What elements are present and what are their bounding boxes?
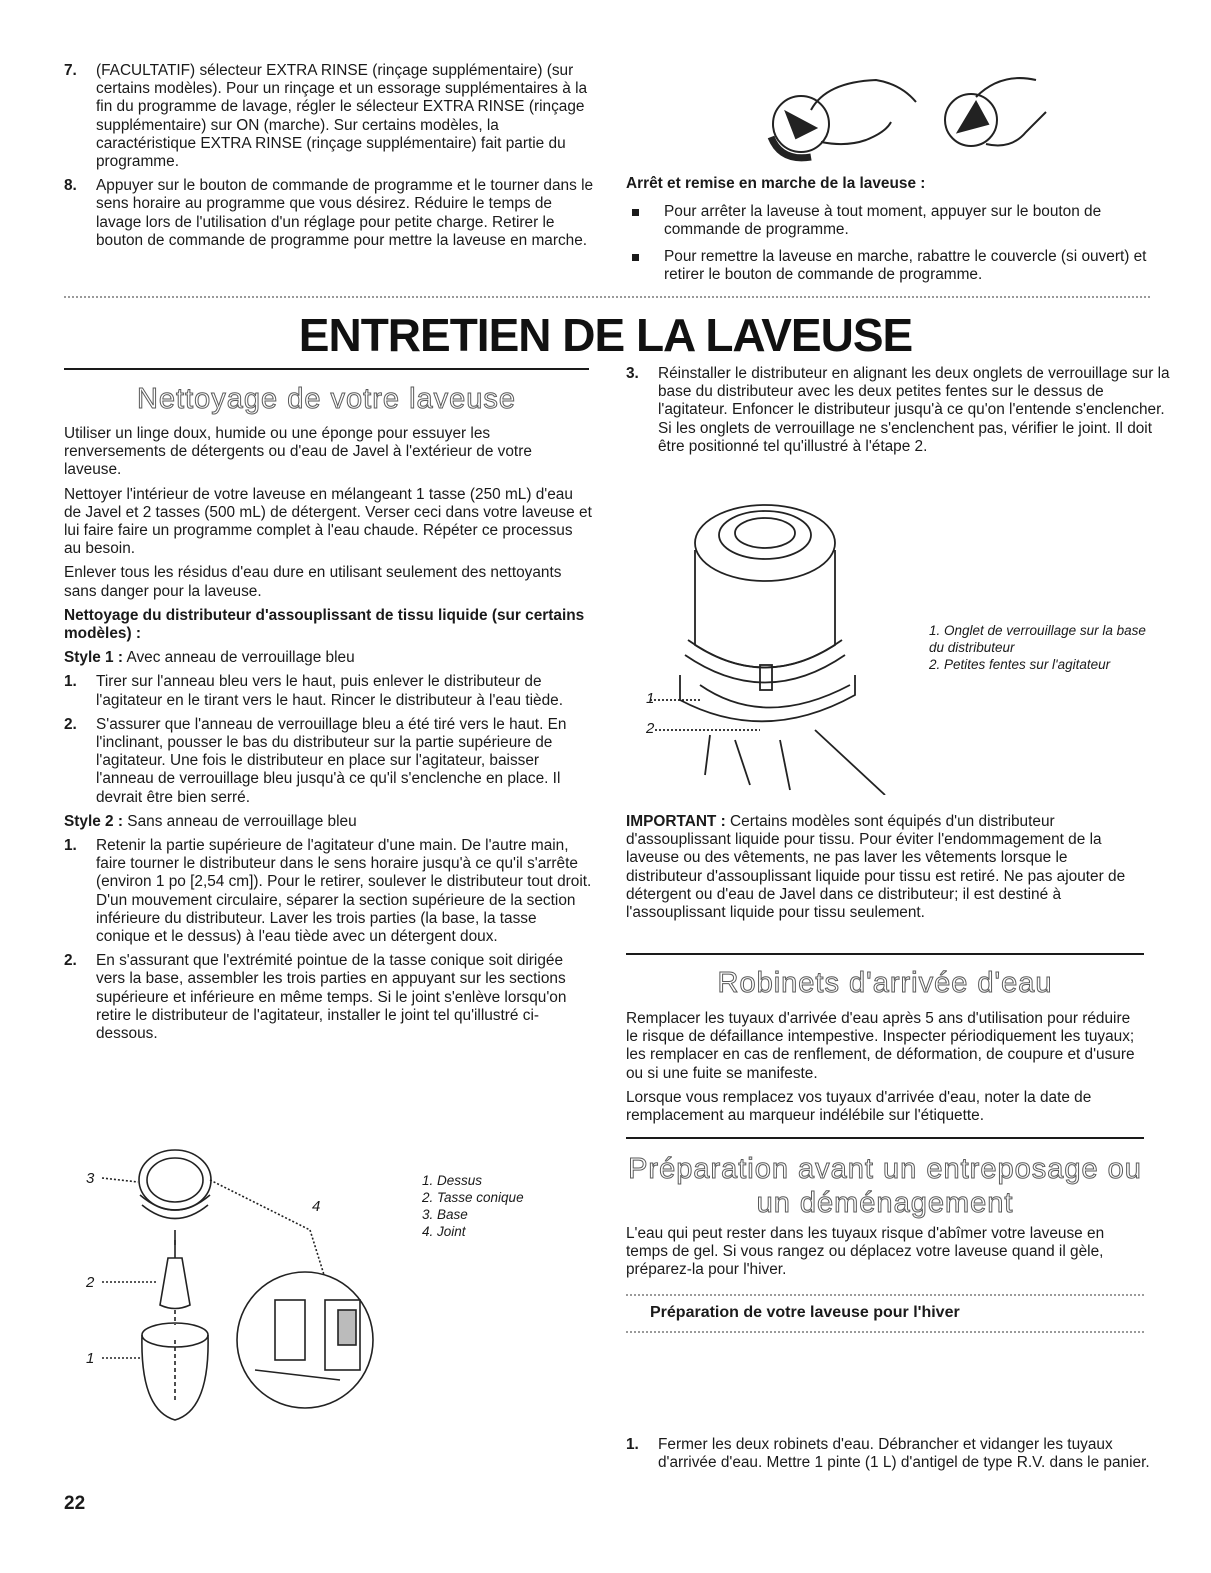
page-number: 22 (64, 1493, 86, 1514)
step-text: En s'assurant que l'extrémité pointue de la tasse conique soit dirigée vers la base, assembler les trois parties en appuyant sur les sections supérieure et inférieure en même temps. Si le joint s'enlève lorsqu'on retire le distributeur de l'agitateur, installer le joint tel qu'illustré ci-dessous. (96, 952, 567, 1043)
install-label-1: 1 (646, 690, 655, 707)
step-text: Fermer les deux robinets d'eau. Débrancher et vidanger les tuyaux d'arrivée d'eau. Mettre 1 pinte (1 L) d'antigel de type R.V. dans le panier. (658, 1436, 1150, 1472)
top-divider (64, 296, 1150, 298)
step-number: 1. (626, 1436, 639, 1454)
step-text: (FACULTATIF) sélecteur EXTRA RINSE (rinçage supplémentaire) (sur certains modèles). Pour un rinçage et un essorage supplémentaires à la fin du programme de lavage, régler le sélecteur EXTRA RINSE (rinçage supplémentaire) sur ON (marche). Sur certains modèles, la caractéristique EXTRA RINSE (rinçage supplémentaire) fait partie du programme. (96, 62, 588, 171)
hand-pull-knob (945, 78, 1046, 146)
paragraph: Lorsque vous remplacez vos tuyaux d'arrivée d'eau, noter la date de remplacement au marqueur indélébile sur l'étiquette. (626, 1088, 1092, 1125)
install-label-2: 2 (646, 720, 655, 737)
page-title: ENTRETIEN DE LA LAVEUSE (298, 309, 913, 361)
section-title-line: Préparation avant un entreposage ou (628, 1153, 1142, 1185)
caption-item: 4. Joint (422, 1224, 466, 1239)
style2-step-2 (64, 952, 592, 1043)
winter-top-divider (626, 1294, 1144, 1296)
top-right-block (626, 175, 1151, 292)
stop-restart-list (626, 203, 1151, 284)
left-section-rule (64, 368, 589, 370)
top-left-steps (64, 62, 594, 250)
step-text: Retenir la partie supérieure de l'agitateur d'une main. De l'autre main, faire tourner le distributeur dans le sens horaire jusqu'à ce qu'il s'arrête (environ 1 po [2,54 cm]). Pour le retirer, soulever le distributeur tout droit. D'un mouvement circulaire, séparer la section supérieure de la section inférieure du distributeur. Laver les trois parties (la base, la tasse conique et le dessus) à l'eau tiède avec un détergent doux. (96, 837, 592, 946)
important-note (626, 813, 1146, 922)
dispenser-install-illustration (640, 495, 900, 795)
stop-restart-heading: Arrêt et remise en marche de la laveuse : (626, 175, 926, 192)
caption-item: 3. Base (422, 1207, 468, 1222)
step-number: 8. (64, 177, 77, 195)
softener-subheading: Nettoyage du distributeur d'assouplissant de tissu liquide (sur certains modèles) : (64, 606, 585, 643)
bullet-text: Pour arrêter la laveuse à tout moment, appuyer sur le bouton de commande de programme. (664, 203, 1102, 239)
style1-step-1 (64, 673, 592, 709)
style2-text: Sans anneau de verrouillage bleu (123, 812, 357, 830)
paragraph: Utiliser un linge doux, humide ou une éponge pour essuyer les renversements de détergents ou d'eau de Javel à l'extérieur de votre laveuse. (64, 425, 532, 479)
section-title-line: un déménagement (756, 1187, 1014, 1219)
style1-text: Avec anneau de verrouillage bleu (123, 649, 355, 667)
step-8 (64, 177, 594, 250)
water-inlet-content (626, 1010, 1146, 1125)
right-section-rule-2 (626, 1137, 1144, 1139)
parts-label-3: 3 (86, 1170, 95, 1187)
style2-label-bold: Style 2 : (64, 812, 124, 830)
section-title-water-inlet: Robinets d'arrivée d'eau (717, 967, 1053, 999)
step-number: 1. (64, 837, 77, 855)
style1-label-bold: Style 1 : (64, 649, 124, 667)
step-text: S'assurer que l'anneau de verrouillage bleu a été tiré vers le haut. En l'inclinant, pousser le bas du distributeur sur la partie supérieure de l'agitateur. Une fois le distributeur en place sur l'agitateur, baisser l'anneau de verrouillage bleu jusqu'à ce qu'il s'enclenche en place. Il devrait être bien serré. (96, 715, 567, 806)
winter-step-1 (626, 1436, 1174, 1472)
paragraph: Nettoyer l'intérieur de votre laveuse en mélangeant 1 tasse (250 mL) d'eau de Javel et 2 tasses (500 mL) de détergent. Verser ceci dans votre laveuse et lui faire faire un programme complet à l'eau chaude. Répéter ce processus au besoin. (64, 485, 592, 558)
important-label: IMPORTANT : (626, 813, 726, 830)
paragraph: Enlever tous les résidus d'eau dure en utilisant seulement des nettoyants sans danger pour la laveuse. (64, 564, 562, 600)
important-paragraph (626, 813, 1146, 922)
bullet-square-icon (632, 254, 639, 261)
storage-content (626, 1225, 1146, 1280)
paragraph: Remplacer les tuyaux d'arrivée d'eau après 5 ans d'utilisation pour réduire le risque de défaillance intempestive. Inspecter périodiquement les tuyaux; les remplacer en cas de renflement, de déformation, de coupure et d'usure ou si une fuite se manifeste. (626, 1010, 1135, 1082)
step-7 (64, 62, 594, 171)
bullet-square-icon (632, 209, 639, 216)
right-step-3 (626, 365, 1174, 456)
style1-label (64, 649, 592, 667)
caption-item: 1. Onglet de verrouillage sur la base du distributeur (929, 623, 1146, 655)
style2-label (64, 813, 592, 831)
parts-caption-list (422, 1172, 592, 1240)
parts-label-4: 4 (312, 1198, 321, 1215)
step-text: Réinstaller le distributeur en alignant les deux onglets de verrouillage sur la base du distributeur avec les deux petites fentes sur le dessus de l'agitateur. Enfoncer le distributeur jusqu'à ce qu'on l'entende s'enclencher. Si les onglets de verrouillage ne s'enclenchent pas, vérifier le joint. Il doit être positionné tel qu'illustré à l'étape 2. (658, 365, 1170, 455)
section-title-cleaning: Nettoyage de votre laveuse (136, 383, 517, 415)
step-number: 2. (64, 715, 77, 733)
important-text: Certains modèles sont équipés d'un distributeur d'assouplissant liquide pour tissu. Pour éviter l'endommagement de la laveuse ou des vêtements, ne pas laver les vêtements lorsque le distributeur d'assouplissant liquide pour tissu est retiré. Ne pas ajouter de détergent ou d'eau de Javel dans ce distributeur; il est destiné à l'assouplissant liquide pour tissu seulement. (626, 813, 1126, 922)
winter-heading: Préparation de votre laveuse pour l'hiver (650, 1304, 960, 1321)
hand-knob-illustration (726, 62, 1056, 167)
dispenser-parts-illustration (80, 1140, 380, 1440)
style1-step-2 (64, 716, 592, 807)
parts-label-1: 1 (86, 1350, 95, 1367)
step-text: Tirer sur l'anneau bleu vers le haut, puis enlever le distributeur de l'agitateur en le tirant vers le haut. Rincer le distributeur à l'eau tiède. (96, 673, 563, 709)
step-number: 7. (64, 62, 77, 79)
list-item (626, 248, 1151, 284)
parts-label-2: 2 (86, 1274, 95, 1291)
hand-push-knob (771, 80, 916, 158)
caption-item: 1. Dessus (422, 1173, 483, 1188)
right-section-rule-1 (626, 953, 1144, 955)
step-text: Appuyer sur le bouton de commande de programme et le tourner dans le sens horaire au programme que vous désirez. Réduire le temps de lavage lors de l'utilisation d'un réglage pour petite charge. Retirer le bouton de commande de programme pour mettre la laveuse en marche. (96, 177, 594, 249)
left-column-content (64, 425, 592, 1043)
install-caption-list (912, 622, 1147, 673)
caption-item: 2. Tasse conique (422, 1190, 524, 1205)
paragraph: L'eau qui peut rester dans les tuyaux risque d'abîmer votre laveuse en temps de gel. Si vous rangez ou déplacez votre laveuse quand il gèle, préparez-la pour l'hiver. (626, 1225, 1105, 1279)
winter-bottom-divider (626, 1331, 1144, 1333)
caption-item: 2. Petites fentes sur l'agitateur (929, 657, 1111, 672)
step-number: 3. (626, 365, 639, 382)
style2-step-1 (64, 837, 592, 946)
list-item (626, 203, 1151, 239)
step-number: 1. (64, 673, 77, 691)
step-number: 2. (64, 952, 77, 970)
bullet-text: Pour remettre la laveuse en marche, rabattre le couvercle (si ouvert) et retirer le bouton de commande de programme. (664, 247, 1147, 283)
section-title-storage (626, 1152, 1144, 1220)
